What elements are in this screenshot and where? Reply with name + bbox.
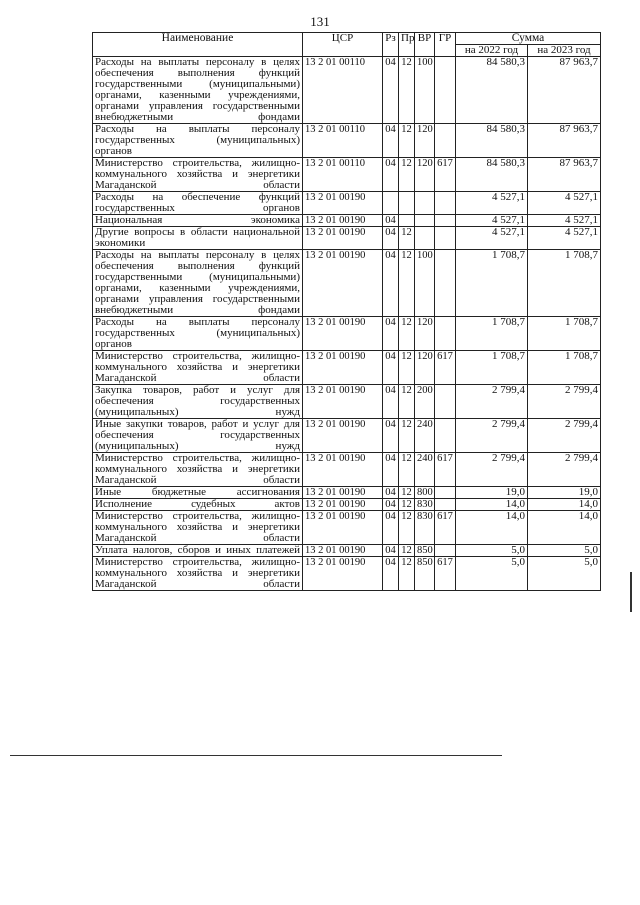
row-pr xyxy=(399,215,415,227)
row-vr: 830 xyxy=(415,511,435,545)
row-gr: 617 xyxy=(435,453,456,487)
row-csr: 13 2 01 00190 xyxy=(303,250,383,317)
header-csr: ЦСР xyxy=(303,33,383,57)
row-sum-2023: 5,0 xyxy=(528,557,601,591)
row-sum-2022: 1 708,7 xyxy=(456,250,528,317)
header-name: Наименование xyxy=(93,33,303,57)
row-name: Министерство строительства, жилищно-коммунального хозяйства и энергетики Магаданской области xyxy=(93,511,303,545)
table-row xyxy=(93,385,601,419)
row-sum-2023: 2 799,4 xyxy=(528,385,601,419)
row-vr: 240 xyxy=(415,453,435,487)
table-body xyxy=(93,57,601,591)
row-sum-2023: 14,0 xyxy=(528,511,601,545)
row-gr xyxy=(435,545,456,557)
row-vr: 850 xyxy=(415,545,435,557)
row-rz xyxy=(383,192,399,215)
page-number: 131 xyxy=(310,14,330,29)
row-rz: 04 xyxy=(383,215,399,227)
row-csr: 13 2 01 00110 xyxy=(303,124,383,158)
row-name: Закупка товаров, работ и услуг для обеспечения государственных (муниципальных) нужд xyxy=(93,385,303,419)
row-pr: 12 xyxy=(399,317,415,351)
row-pr: 12 xyxy=(399,557,415,591)
row-vr: 100 xyxy=(415,57,435,124)
row-rz: 04 xyxy=(383,499,399,511)
row-sum-2023: 87 963,7 xyxy=(528,158,601,192)
row-rz: 04 xyxy=(383,317,399,351)
row-pr: 12 xyxy=(399,385,415,419)
row-vr: 120 xyxy=(415,351,435,385)
row-sum-2023: 4 527,1 xyxy=(528,192,601,215)
table-row xyxy=(93,124,601,158)
row-pr: 12 xyxy=(399,227,415,250)
row-gr xyxy=(435,57,456,124)
row-gr xyxy=(435,419,456,453)
table-row xyxy=(93,158,601,192)
table-row xyxy=(93,419,601,453)
row-csr: 13 2 01 00110 xyxy=(303,158,383,192)
row-sum-2023: 1 708,7 xyxy=(528,351,601,385)
header-vr: ВР xyxy=(415,33,435,57)
row-vr xyxy=(415,227,435,250)
table-row xyxy=(93,545,601,557)
row-name: Иные бюджетные ассигнования xyxy=(93,487,303,499)
row-sum-2023: 2 799,4 xyxy=(528,419,601,453)
row-name: Уплата налогов, сборов и иных платежей xyxy=(93,545,303,557)
row-csr: 13 2 01 00190 xyxy=(303,511,383,545)
header-gr: ГР xyxy=(435,33,456,57)
row-sum-2022: 14,0 xyxy=(456,511,528,545)
row-sum-2023: 4 527,1 xyxy=(528,215,601,227)
row-name: Национальная экономика xyxy=(93,215,303,227)
row-csr: 13 2 01 00190 xyxy=(303,227,383,250)
row-name: Другие вопросы в области национальной экономики xyxy=(93,227,303,250)
row-name: Министерство строительства, жилищно-коммунального хозяйства и энергетики Магаданской области xyxy=(93,557,303,591)
row-sum-2023: 1 708,7 xyxy=(528,317,601,351)
row-gr: 617 xyxy=(435,158,456,192)
row-csr: 13 2 01 00190 xyxy=(303,545,383,557)
table-row xyxy=(93,557,601,591)
edge-mark xyxy=(630,572,632,612)
row-rz: 04 xyxy=(383,351,399,385)
row-pr: 12 xyxy=(399,453,415,487)
row-vr: 120 xyxy=(415,124,435,158)
row-sum-2022: 84 580,3 xyxy=(456,124,528,158)
table-row xyxy=(93,511,601,545)
table-row xyxy=(93,499,601,511)
table-row xyxy=(93,317,601,351)
row-vr: 240 xyxy=(415,419,435,453)
row-name: Министерство строительства, жилищно-коммунального хозяйства и энергетики Магаданской области xyxy=(93,158,303,192)
row-vr xyxy=(415,192,435,215)
row-sum-2023: 2 799,4 xyxy=(528,453,601,487)
row-name: Расходы на выплаты персоналу государственных (муниципальных) органов xyxy=(93,124,303,158)
row-vr: 120 xyxy=(415,158,435,192)
table-row xyxy=(93,192,601,215)
row-pr: 12 xyxy=(399,487,415,499)
row-csr: 13 2 01 00190 xyxy=(303,317,383,351)
row-vr: 800 xyxy=(415,487,435,499)
row-rz: 04 xyxy=(383,511,399,545)
row-rz: 04 xyxy=(383,487,399,499)
row-pr: 12 xyxy=(399,57,415,124)
row-sum-2023: 1 708,7 xyxy=(528,250,601,317)
row-vr: 100 xyxy=(415,250,435,317)
row-csr: 13 2 01 00190 xyxy=(303,487,383,499)
header-sum: Сумма xyxy=(456,33,601,45)
row-pr: 12 xyxy=(399,419,415,453)
row-gr xyxy=(435,227,456,250)
row-pr: 12 xyxy=(399,511,415,545)
table-row xyxy=(93,215,601,227)
row-sum-2023: 14,0 xyxy=(528,499,601,511)
row-csr: 13 2 01 00190 xyxy=(303,499,383,511)
row-gr xyxy=(435,385,456,419)
row-gr: 617 xyxy=(435,511,456,545)
row-name: Расходы на обеспечение функций государственных органов xyxy=(93,192,303,215)
row-gr xyxy=(435,499,456,511)
row-pr: 12 xyxy=(399,499,415,511)
row-name: Расходы на выплаты персоналу государственных (муниципальных) органов xyxy=(93,317,303,351)
row-pr: 12 xyxy=(399,250,415,317)
row-sum-2022: 4 527,1 xyxy=(456,192,528,215)
row-rz: 04 xyxy=(383,385,399,419)
row-csr: 13 2 01 00190 xyxy=(303,557,383,591)
row-gr xyxy=(435,317,456,351)
row-gr xyxy=(435,487,456,499)
row-sum-2022: 1 708,7 xyxy=(456,317,528,351)
table-row xyxy=(93,351,601,385)
header-rz: Рз xyxy=(383,33,399,57)
row-gr: 617 xyxy=(435,351,456,385)
row-gr xyxy=(435,250,456,317)
table-row xyxy=(93,227,601,250)
row-name: Расходы на выплаты персоналу в целях обеспечения выполнения функций государственными (муниципальными) органами, казенными учреждениями, органами управления государственными внебюджетными фондами xyxy=(93,250,303,317)
row-rz: 04 xyxy=(383,57,399,124)
row-sum-2022: 2 799,4 xyxy=(456,419,528,453)
row-sum-2022: 1 708,7 xyxy=(456,351,528,385)
row-rz: 04 xyxy=(383,453,399,487)
row-vr: 830 xyxy=(415,499,435,511)
row-name: Исполнение судебных актов xyxy=(93,499,303,511)
header-pr: Пр xyxy=(399,33,415,57)
row-rz: 04 xyxy=(383,250,399,317)
row-vr: 850 xyxy=(415,557,435,591)
table-row xyxy=(93,250,601,317)
row-sum-2022: 2 799,4 xyxy=(456,385,528,419)
row-sum-2023: 19,0 xyxy=(528,487,601,499)
row-pr: 12 xyxy=(399,158,415,192)
header-year-2022: на 2022 год xyxy=(456,45,528,57)
row-csr: 13 2 01 00190 xyxy=(303,419,383,453)
row-vr: 200 xyxy=(415,385,435,419)
row-gr: 617 xyxy=(435,557,456,591)
row-csr: 13 2 01 00190 xyxy=(303,385,383,419)
row-csr: 13 2 01 00190 xyxy=(303,453,383,487)
row-sum-2022: 84 580,3 xyxy=(456,158,528,192)
table-row xyxy=(93,57,601,124)
row-vr xyxy=(415,215,435,227)
row-sum-2022: 84 580,3 xyxy=(456,57,528,124)
row-sum-2022: 2 799,4 xyxy=(456,453,528,487)
row-rz: 04 xyxy=(383,557,399,591)
row-pr: 12 xyxy=(399,351,415,385)
row-sum-2022: 14,0 xyxy=(456,499,528,511)
header-year-2023: на 2023 год xyxy=(528,45,601,57)
row-name: Министерство строительства, жилищно-коммунального хозяйства и энергетики Магаданской области xyxy=(93,351,303,385)
row-csr: 13 2 01 00190 xyxy=(303,215,383,227)
row-rz: 04 xyxy=(383,545,399,557)
row-csr: 13 2 01 00190 xyxy=(303,351,383,385)
row-sum-2022: 5,0 xyxy=(456,557,528,591)
table-row xyxy=(93,487,601,499)
row-sum-2022: 19,0 xyxy=(456,487,528,499)
row-csr: 13 2 01 00190 xyxy=(303,192,383,215)
row-sum-2022: 5,0 xyxy=(456,545,528,557)
row-sum-2022: 4 527,1 xyxy=(456,215,528,227)
row-gr xyxy=(435,124,456,158)
row-csr: 13 2 01 00110 xyxy=(303,57,383,124)
row-pr xyxy=(399,192,415,215)
row-sum-2023: 87 963,7 xyxy=(528,124,601,158)
row-name: Министерство строительства, жилищно-коммунального хозяйства и энергетики Магаданской области xyxy=(93,453,303,487)
row-rz: 04 xyxy=(383,158,399,192)
row-rz: 04 xyxy=(383,419,399,453)
row-vr: 120 xyxy=(415,317,435,351)
row-gr xyxy=(435,192,456,215)
bottom-rule xyxy=(10,755,502,756)
row-gr xyxy=(435,215,456,227)
row-sum-2022: 4 527,1 xyxy=(456,227,528,250)
row-sum-2023: 4 527,1 xyxy=(528,227,601,250)
table-row xyxy=(93,453,601,487)
row-pr: 12 xyxy=(399,545,415,557)
row-sum-2023: 5,0 xyxy=(528,545,601,557)
row-rz: 04 xyxy=(383,124,399,158)
budget-table xyxy=(92,32,601,591)
row-rz: 04 xyxy=(383,227,399,250)
row-name: Иные закупки товаров, работ и услуг для обеспечения государственных (муниципальных) нужд xyxy=(93,419,303,453)
row-sum-2023: 87 963,7 xyxy=(528,57,601,124)
row-name: Расходы на выплаты персоналу в целях обеспечения выполнения функций государственными (муниципальными) органами, казенными учреждениями, органами управления государственными внебюджетными фондами xyxy=(93,57,303,124)
row-pr: 12 xyxy=(399,124,415,158)
